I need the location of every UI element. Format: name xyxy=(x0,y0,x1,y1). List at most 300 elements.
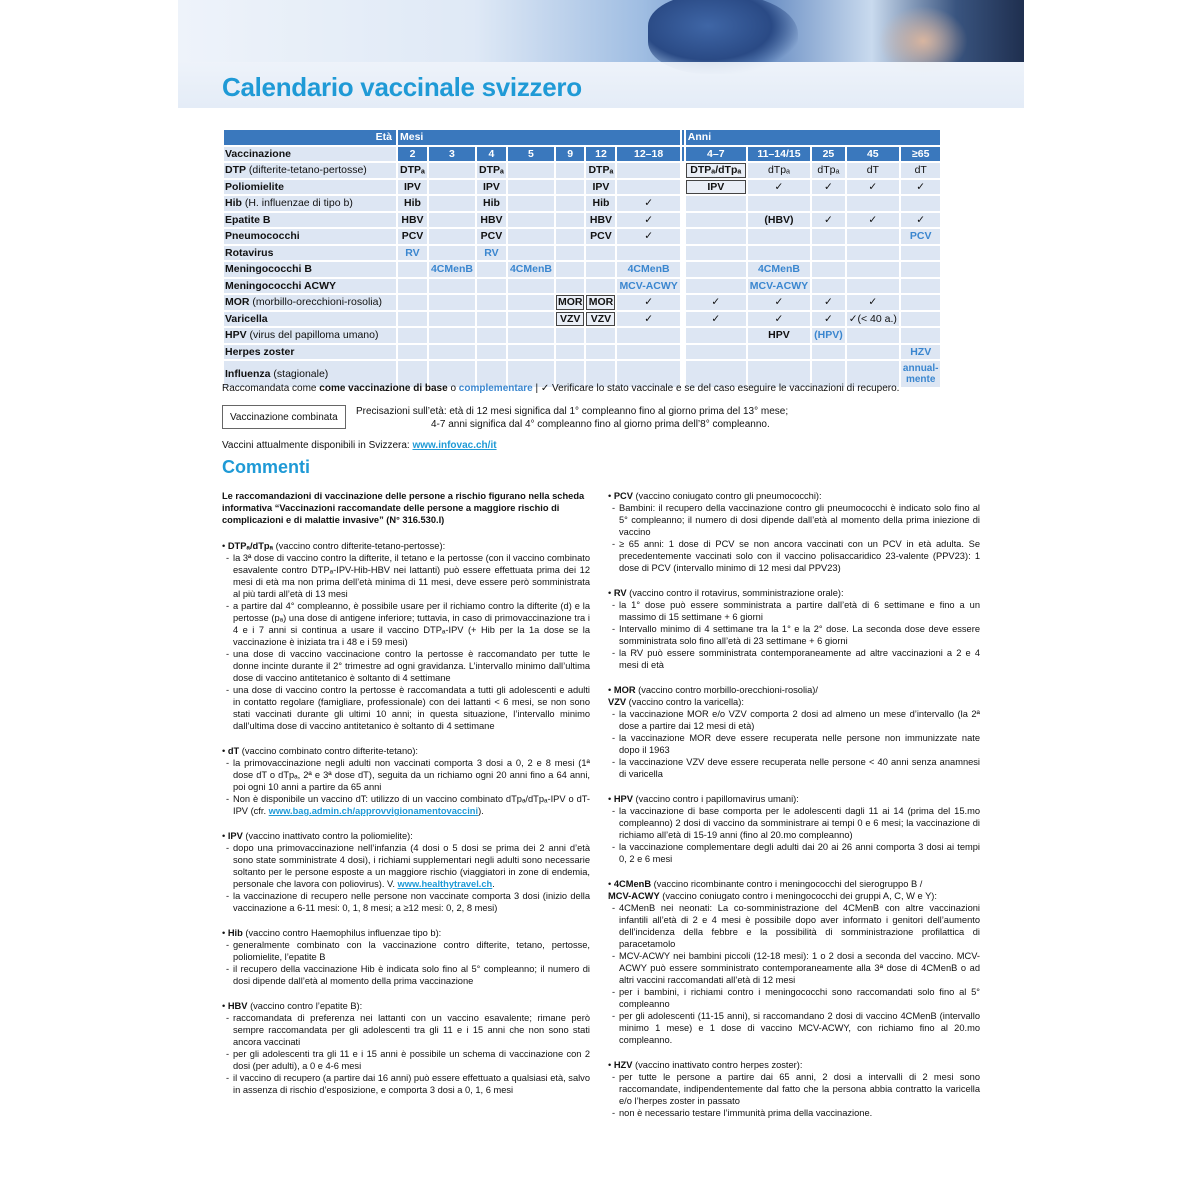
legend-prefix: Raccomandata come xyxy=(222,383,320,394)
schedule-cell xyxy=(901,279,941,294)
schedule-cell xyxy=(477,345,506,360)
schedule-cell xyxy=(617,345,679,360)
schedule-cell: DTPₐ xyxy=(400,164,425,177)
comment-section xyxy=(608,490,980,574)
schedule-cell xyxy=(508,163,554,178)
schedule-cell xyxy=(508,180,554,195)
schedule-cell: VZV xyxy=(586,312,615,327)
schedule-cell: IPV xyxy=(398,180,427,195)
schedule-cell xyxy=(901,312,941,327)
schedule-cell xyxy=(686,246,746,261)
comment-item: - a partire dal 4° compleanno, è possibile usare per il richiamo contro la difterite (d) e la pertosse (pₐ) una dose di antigene inferiore; tuttavia, in caso di primovaccinazione tra i 4 e i 7 anni si continua a usare il vaccino DTPₐ-IPV (+ Hib per la 1a dose se la vaccinazione è iniziata tra i 48 e i 59 mesi) xyxy=(226,600,590,648)
schedule-cell xyxy=(556,163,585,178)
column-gap xyxy=(682,196,684,211)
comment-heading: • RV (vaccino contro il rotavirus, somministrazione orale): xyxy=(608,588,844,598)
schedule-cell xyxy=(556,345,585,360)
schedule-cell xyxy=(429,196,475,211)
schedule-cell: (HPV) xyxy=(814,329,843,342)
page xyxy=(178,0,1024,1200)
legend-base: come vaccinazione di base xyxy=(319,383,448,394)
comment-section xyxy=(222,830,590,914)
comment-heading: • Hib (vaccino contro Haemophilus influenzae tipo b): xyxy=(222,928,442,938)
vaccine-name: Influenza xyxy=(225,368,271,380)
schedule-cell xyxy=(686,345,746,360)
precis-line-2: 4-7 anni significa dal 4° compleanno fino al giorno prima dell’8° compleanno. xyxy=(431,419,770,430)
vaccine-description: (morbillo-orecchioni-rosolia) xyxy=(249,296,382,309)
schedule-cell xyxy=(477,295,506,310)
schedule-cell xyxy=(748,196,810,211)
schedule-cell xyxy=(812,262,845,277)
schedule-cell: ✓ xyxy=(812,312,845,327)
schedule-cell xyxy=(686,229,746,244)
comment-vaccine-name: MCV-ACWY xyxy=(608,891,660,901)
comment-vaccine-name: HZV xyxy=(613,1060,633,1070)
schedule-cell xyxy=(429,312,475,327)
schedule-cell xyxy=(748,246,810,261)
schedule-cell: (HBV) xyxy=(748,213,810,228)
comment-heading: • PCV (vaccino coniugato contro gli pneumococchi): xyxy=(608,491,822,501)
comment-heading: • 4CMenB (vaccino ricombinante contro i meningococchi del sierogruppo B / MCV-ACWY (vaccino coniugato contro i meningococchi dei gruppi A, C, W e Y): xyxy=(608,879,937,901)
vaccine-name: Meningococchi B xyxy=(225,263,312,276)
schedule-cell xyxy=(508,295,554,310)
comment-item: - la vaccinazione VZV deve essere recuperata nelle persone < 40 anni senza anamnesi di varicella xyxy=(612,756,980,780)
schedule-cell xyxy=(901,295,941,310)
comment-heading: • DTPₐ/dTpₐ (vaccino contro difterite-tetano-pertosse): xyxy=(222,541,446,551)
schedule-cell xyxy=(686,279,746,294)
schedule-cell: ✓ xyxy=(686,295,746,310)
schedule-cell xyxy=(556,180,585,195)
schedule-cell: IPV xyxy=(477,180,506,195)
schedule-cell xyxy=(847,246,899,261)
years-label: Anni xyxy=(686,130,941,145)
schedule-cell: ✓ xyxy=(617,229,679,244)
vaccine-row xyxy=(224,196,940,211)
vaccine-label xyxy=(224,213,396,228)
schedule-cell: PCV xyxy=(901,229,941,244)
inline-link[interactable]: www.healthytravel.ch xyxy=(397,879,493,889)
age-col-months: 4 xyxy=(477,147,506,162)
schedule-cell: ✓ xyxy=(617,213,679,228)
comment-vaccine-name: DTPₐ/dTpₐ xyxy=(227,541,274,551)
schedule-cell xyxy=(812,229,845,244)
column-gap xyxy=(682,147,684,162)
comment-heading: • dT (vaccino combinato contro difterite-tetano): xyxy=(222,746,418,756)
comment-item: - per gli adolescenti tra gli 11 e i 15 anni è possibile un schema di vaccinazione con 2 dosi (per adulti), a 0 e 4-6 mesi xyxy=(226,1048,590,1072)
schedule-cell xyxy=(901,196,941,211)
comment-item: - non è necessario testare l’immunità prima della vaccinazione. xyxy=(612,1107,980,1119)
comment-list xyxy=(222,842,590,914)
schedule-cell: DTPₐ xyxy=(478,164,504,177)
column-gap xyxy=(682,295,684,310)
months-label: Mesi xyxy=(398,130,680,145)
comment-item: - per gli adolescenti (11-15 anni), si raccomandano 2 dosi di vaccino 4CMenB (intervallo minimo 1 mese) e 1 dose di vaccino MCV-ACWY, con richiamo fino al 20.mo compleanno. xyxy=(612,1010,980,1046)
vaccine-name: Hib xyxy=(225,197,242,210)
precis-line-1: Precisazioni sull’età: età di 12 mesi significa dal 1° compleanno fino al giorno prima del 13° mese; xyxy=(356,406,789,417)
schedule-cell xyxy=(847,345,899,360)
age-col-years: 4–7 xyxy=(686,147,746,162)
age-col-months: 9 xyxy=(556,147,585,162)
vaccine-row xyxy=(224,345,940,360)
comment-item: - ≥ 65 anni: 1 dose di PCV se non ancora vaccinati con un PCV in età adulta. Se precedentemente vaccinati solo con il vaccino polisaccaridico 23-valente (PPV23): 1 dose di PCV (intervallo minimo di 12 mesi dal PPV23) xyxy=(612,538,980,574)
schedule-cell: HBV xyxy=(398,213,427,228)
vaccine-row xyxy=(224,328,940,343)
infovac-link[interactable]: www.infovac.ch/it xyxy=(412,440,497,451)
schedule-cell: MCV-ACWY xyxy=(619,279,678,292)
comment-section xyxy=(222,745,590,817)
schedule-cell: Hib xyxy=(477,196,506,211)
schedule-cell xyxy=(556,262,585,277)
comment-item: - dopo una primovaccinazione nell’infanzia (4 dosi o 5 dosi se prima dei 2 anni d’età sono state somministrate 4 dosi), i richiami supplementari negli adulti sono necessarie soltanto per le persone esposte a un maggiore rischio (viaggiatori in zone di endemia, personale che lavora con poliovirus). V. www.healthytravel.ch. xyxy=(226,842,590,890)
schedule-cell: dT xyxy=(847,163,899,178)
schedule-cell xyxy=(686,196,746,211)
comment-heading: • MOR (vaccino contro morbillo-orecchioni-rosolia)/ VZV (vaccino contro la varicella): xyxy=(608,685,818,707)
schedule-cell xyxy=(556,279,585,294)
column-gap xyxy=(682,345,684,360)
column-gap xyxy=(682,130,684,145)
schedule-cell: ✓ xyxy=(748,295,810,310)
age-col-years: 11–14/15 xyxy=(748,147,810,162)
schedule-cell xyxy=(686,328,746,343)
age-label: Età xyxy=(224,130,396,145)
vaccine-name: Herpes zoster xyxy=(225,345,295,358)
vaccine-label xyxy=(224,345,396,360)
comment-section xyxy=(608,684,980,780)
comment-vaccine-name: 4CMenB xyxy=(613,879,652,889)
schedule-cell: ✓ xyxy=(686,312,746,327)
schedule-cell xyxy=(686,213,746,228)
schedule-cell xyxy=(429,279,475,294)
page-title: Calendario vaccinale svizzero xyxy=(222,72,582,102)
comment-list xyxy=(222,552,590,732)
schedule-cell: ✓ xyxy=(812,180,845,195)
comment-heading: • HBV (vaccino contro l’epatite B): xyxy=(222,1001,363,1011)
vaccine-name: HPV xyxy=(225,329,247,342)
schedule-cell: 4CMenB xyxy=(617,262,679,277)
vaccination-schedule-table xyxy=(222,128,942,389)
comment-vaccine-name: HBV xyxy=(227,1001,248,1011)
schedule-cell: IPV xyxy=(686,180,746,195)
vaccine-label xyxy=(224,246,396,261)
vaccine-row xyxy=(224,262,940,277)
column-gap xyxy=(682,262,684,277)
schedule-cell xyxy=(847,196,899,211)
comment-item: - Intervallo minimo di 4 settimane tra la 1° e la 2° dose. La seconda dose deve essere somministrata solo fino all’età di 23 settimane + 6 giorni xyxy=(612,623,980,647)
schedule-cell xyxy=(847,262,899,277)
schedule-cell xyxy=(508,279,554,294)
schedule-cell xyxy=(429,163,475,178)
vaccine-name: Poliomielite xyxy=(225,180,284,193)
schedule-cell: ✓ xyxy=(847,180,899,195)
column-gap xyxy=(682,163,684,178)
comment-list xyxy=(222,939,590,987)
schedule-cell: 4CMenB xyxy=(748,262,810,277)
schedule-cell: ✓(< 40 a.) xyxy=(848,312,897,325)
comment-list xyxy=(608,1071,980,1119)
schedule-cell: DTPₐ/dTpₐ xyxy=(686,163,746,178)
schedule-cell xyxy=(812,246,845,261)
schedule-cell: MOR xyxy=(586,295,615,310)
schedule-cell xyxy=(748,345,810,360)
comment-section xyxy=(222,1000,590,1096)
schedule-cell xyxy=(398,262,427,277)
schedule-cell: ✓ xyxy=(901,213,941,228)
age-col-months: 5 xyxy=(508,147,554,162)
schedule-cell xyxy=(398,345,427,360)
header-row-ages xyxy=(224,147,940,162)
schedule-cell: IPV xyxy=(586,180,615,195)
schedule-cell xyxy=(398,279,427,294)
schedule-cell xyxy=(508,213,554,228)
schedule-cell: dTpₐ xyxy=(748,163,810,178)
schedule-cell xyxy=(617,180,679,195)
vaccine-row xyxy=(224,163,940,178)
vaccine-description: (stagionale) xyxy=(270,368,329,380)
combined-vaccination-key: Vaccinazione combinata xyxy=(222,405,346,429)
comment-heading: • HZV (vaccino inattivato contro herpes zoster): xyxy=(608,1060,803,1070)
schedule-cell xyxy=(477,262,506,277)
inline-link[interactable]: www.bag.admin.ch/approvvigionamentovaccini xyxy=(268,806,479,816)
schedule-cell xyxy=(477,279,506,294)
schedule-cell: annual- mente xyxy=(902,363,939,385)
comment-section xyxy=(608,1059,980,1119)
comment-item: - MCV-ACWY nei bambini piccoli (12-18 mesi): 1 o 2 dosi a seconda del vaccino. MCV-ACWY può essere somministrato contemporaneamente alla 3ª dose di 4CMenB o ad altri vaccini raccomandati all’età di 12 mesi xyxy=(612,950,980,986)
vaccine-description: (difterite-tetano-pertosse) xyxy=(246,164,367,177)
comment-item: - la 3ª dose di vaccino contro la difterite, il tetano e la pertosse (con il vaccino combinato esavalente contro DTPₐ-IPV-Hib-HBV nei lattanti) può essere effettuata prima dei 12 mesi di età ma non prima dell’età minima di 11 mesi, deve essere però somministrata al più tardi all’età di 13 mesi xyxy=(226,552,590,600)
comment-item: - il recupero della vaccinazione Hib è indicata solo fino al 5° compleanno; il numero di dosi dipende dall’età al momento della prima vaccinazione xyxy=(226,963,590,987)
legend-complementary: complementare xyxy=(458,383,533,394)
schedule-cell: HZV xyxy=(901,345,941,360)
schedule-cell xyxy=(812,196,845,211)
schedule-cell xyxy=(812,279,845,294)
column-gap xyxy=(682,229,684,244)
comment-section xyxy=(608,878,980,1046)
age-col-years: 25 xyxy=(812,147,845,162)
schedule-cell: Hib xyxy=(398,196,427,211)
vaccine-label xyxy=(224,328,396,343)
comment-item: - la 1° dose può essere somministrata a partire dall’età di 6 settimane e fino a un massimo di 15 settimane + 6 giorni xyxy=(612,599,980,623)
comment-item: - per tutte le persone a partire dai 65 anni, 2 dosi a intervalli di 2 mesi sono raccomandate, indipendentemente dal fatto che la persona abbia contratto la varicella e/o l’herpes zoster in passato xyxy=(612,1071,980,1107)
schedule-cell xyxy=(586,262,615,277)
schedule-cell xyxy=(398,295,427,310)
comment-vaccine-name: IPV xyxy=(227,831,243,841)
vaccine-name: MOR xyxy=(225,296,250,309)
schedule-cell xyxy=(901,328,941,343)
schedule-cell xyxy=(586,345,615,360)
column-gap xyxy=(682,213,684,228)
comment-section xyxy=(222,540,590,732)
legend xyxy=(222,383,899,394)
comment-section xyxy=(608,793,980,865)
column-gap xyxy=(682,279,684,294)
schedule-cell: ✓ xyxy=(748,312,810,327)
vaccine-row xyxy=(224,295,940,310)
vaccine-label xyxy=(224,279,396,294)
comment-list xyxy=(222,1012,590,1096)
vaccine-label xyxy=(224,229,396,244)
schedule-cell xyxy=(429,328,475,343)
schedule-cell xyxy=(847,229,899,244)
comment-heading: • HPV (vaccino contro i papillomavirus umani): xyxy=(608,794,799,804)
comment-item: - la vaccinazione di base comporta per le adolescenti dagli 11 ai 14 (prima del 15.mo compleanno) 2 dosi di vaccino da somministrare ai tempi 0 e 6 mesi; la vaccinazione di richiamo all’età di 15-19 anni (fino al 20.mo compleanno) xyxy=(612,805,980,841)
schedule-cell: ✓ xyxy=(617,295,679,310)
comment-item: - la vaccinazione di recupero nelle persone non vaccinate comporta 3 dosi (inizio della vaccinazione a 6-11 mesi: 0, 1, 8 mesi; a ≥12 mesi: 0, 2, 8 mesi) xyxy=(226,890,590,914)
schedule-cell: ✓ xyxy=(617,312,679,327)
available-vaccines xyxy=(222,440,497,451)
legend-suffix: | ✓ Verificare lo stato vaccinale e se del caso eseguire le vaccinazioni di recupero. xyxy=(532,383,900,394)
schedule-cell: HBV xyxy=(477,213,506,228)
schedule-cell xyxy=(508,246,554,261)
schedule-cell xyxy=(556,246,585,261)
schedule-cell xyxy=(429,213,475,228)
comment-vaccine-name: MOR xyxy=(613,685,636,695)
schedule-cell xyxy=(429,180,475,195)
schedule-cell: DTPₐ xyxy=(588,164,614,177)
comment-item: - la vaccinazione MOR deve essere recuperata nelle persone non immunizzate nate dopo il 1963 xyxy=(612,732,980,756)
available-text: Vaccini attualmente disponibili in Svizzera: xyxy=(222,440,413,451)
schedule-cell xyxy=(508,312,554,327)
schedule-cell xyxy=(429,345,475,360)
schedule-cell: 4CMenB xyxy=(430,263,473,276)
schedule-cell xyxy=(556,213,585,228)
schedule-cell: PCV xyxy=(586,229,615,244)
schedule-cell: ✓ xyxy=(812,213,845,228)
comment-list xyxy=(608,805,980,865)
legend-mid: o xyxy=(447,383,459,394)
comment-item: - generalmente combinato con la vaccinazione contro difterite, tetano, pertosse, poliomielite, l’epatite B xyxy=(226,939,590,963)
schedule-cell xyxy=(617,328,679,343)
vaccine-name: Varicella xyxy=(225,312,268,325)
age-col-months: 2 xyxy=(398,147,427,162)
schedule-cell xyxy=(686,262,746,277)
schedule-cell: ✓ xyxy=(812,295,845,310)
age-col-years: ≥65 xyxy=(901,147,941,162)
vaccine-row xyxy=(224,246,940,261)
comment-vaccine-name: VZV xyxy=(608,697,627,707)
column-gap xyxy=(682,328,684,343)
schedule-cell: dT xyxy=(901,163,941,178)
vaccine-name: Pneumococchi xyxy=(225,230,300,243)
schedule-cell xyxy=(508,328,554,343)
vaccine-name: Meningococchi ACWY xyxy=(225,279,337,292)
vaccine-name: Rotavirus xyxy=(225,246,274,259)
comment-item: - la primovaccinazione negli adulti non vaccinati comporta 3 dosi a 0, 2 e 8 mesi (1ª dose dT o dTpₐ, 2ª e 3ª dose dT), seguita da un richiamo ogni 20 anni fino a 64 anni, poi ogni 10 anni a partire da 65 anni xyxy=(226,757,590,793)
schedule-cell: dTpₐ xyxy=(812,163,845,178)
comment-item: - raccomandata di preferenza nei lattanti con un vaccino esavalente; rimane però sempre raccomandata per gli adolescenti tra gli 11 e i 15 anni che non sono stati ancora vaccinati xyxy=(226,1012,590,1048)
schedule-cell xyxy=(847,279,899,294)
schedule-cell xyxy=(901,262,941,277)
vaccine-row xyxy=(224,279,940,294)
schedule-cell: ✓ xyxy=(847,213,899,228)
comment-item: - una dose di vaccino contro la pertosse è raccomandata a tutti gli adolescenti e adulti in contatto regolare (famigliare, professionale) con dei lattanti < 6 mesi, se non sono stati vaccinati durante gli ultimi 10 anni; in questa situazione, l’intervallo minimo dall’ultima dose di vaccino antitetanico è soltanto di 4 settimane xyxy=(226,684,590,732)
comment-section xyxy=(222,927,590,987)
schedule-cell xyxy=(556,196,585,211)
schedule-cell xyxy=(429,229,475,244)
comment-item: - il vaccino di recupero (a partire dai 16 anni) può essere effettuato a qualsiasi età, salvo in assenza di rischio d’esposizione, e comporta 3 dosi a 0, 1, 6 mesi xyxy=(226,1072,590,1096)
comment-item: - 4CMenB nei neonati: La co-somministrazione del 4CMenB con altre vaccinazioni infantili all’età di 2 e 4 mesi è possibile dopo aver informato i genitori dell’aumento dell’incidenza della febbre e la possibilità di somministrazione profilattica di paracetamolo xyxy=(612,902,980,950)
comments-column-1 xyxy=(222,490,590,1109)
vaccine-label xyxy=(224,295,396,310)
schedule-cell xyxy=(477,312,506,327)
vaccine-row xyxy=(224,312,940,327)
schedule-cell: RV xyxy=(398,246,427,261)
schedule-cell: PCV xyxy=(398,229,427,244)
schedule-cell: RV xyxy=(477,246,506,261)
vaccine-row xyxy=(224,229,940,244)
schedule-cell xyxy=(748,229,810,244)
comments-column-2 xyxy=(608,490,980,1132)
comment-heading: • IPV (vaccino inattivato contro la poliomielite): xyxy=(222,831,413,841)
comment-vaccine-name: dT xyxy=(227,746,240,756)
schedule-cell: HPV xyxy=(748,328,810,343)
comment-item: - una dose di vaccino vaccinacione contro la pertosse è raccomandato per tutte le donne incinte durante il 2° trimestre ad ogni gravidanza. L’intervallo minimo dall’ultima dose di vaccino antitetanico è soltanto di 4 settimane xyxy=(226,648,590,684)
schedule-cell xyxy=(398,312,427,327)
comment-vaccine-name: RV xyxy=(613,588,627,598)
header-photo xyxy=(178,0,1024,62)
schedule-cell: ✓ xyxy=(901,180,941,195)
vaccination-column-label: Vaccinazione xyxy=(224,147,396,162)
schedule-cell: ✓ xyxy=(748,180,810,195)
schedule-cell xyxy=(429,295,475,310)
schedule-cell: 4CMenB xyxy=(509,263,552,276)
schedule-cell: PCV xyxy=(477,229,506,244)
comment-list xyxy=(222,757,590,817)
vaccine-row xyxy=(224,213,940,228)
age-col-years: 45 xyxy=(847,147,899,162)
schedule-cell: MOR xyxy=(557,296,583,309)
vaccine-label xyxy=(224,163,396,178)
schedule-cell: HBV xyxy=(586,213,615,228)
comment-list xyxy=(608,902,980,1046)
schedule-cell xyxy=(556,229,585,244)
column-gap xyxy=(682,246,684,261)
comment-item: - Non è disponibile un vaccino dT: utilizzo di un vaccino combinato dTpₐ/dTpₐ-IPV o dT-IPV (cfr. www.bag.admin.ch/approvvigionamentovaccini). xyxy=(226,793,590,817)
comment-item: - la vaccinazione MOR e/o VZV comporta 2 dosi ad almeno un mese d’intervallo (la 2ª dose a partire dai 12 mesi di età) xyxy=(612,708,980,732)
schedule-cell xyxy=(812,345,845,360)
vaccine-label xyxy=(224,196,396,211)
schedule-cell: ✓ xyxy=(847,295,899,310)
schedule-cell xyxy=(617,246,679,261)
age-col-months: 12–18 xyxy=(617,147,679,162)
comment-item: - la RV può essere somministrata contemporaneamente ad altre vaccinazioni a 2 e 4 mesi di età xyxy=(612,647,980,671)
schedule-cell xyxy=(477,328,506,343)
vaccine-name: Epatite B xyxy=(225,213,271,226)
comment-list xyxy=(608,502,980,574)
comment-item: - la vaccinazione complementare degli adulti dai 20 ai 26 anni comporta 3 dosi ai tempi 0, 2 e 6 mesi xyxy=(612,841,980,865)
comment-item: - per i bambini, i richiami contro i meningococchi sono raccomandati solo fino al 5° compleanno xyxy=(612,986,980,1010)
intro-text: Le raccomandazioni di vaccinazione delle persone a rischio figurano nella scheda informativa “Vaccinazioni raccomandate delle persone a maggiore rischio di complicazioni e di malattie invasive” (N° 316.530.I) xyxy=(222,491,585,525)
age-col-months: 3 xyxy=(429,147,475,162)
schedule-cell xyxy=(586,328,615,343)
comment-list xyxy=(608,708,980,780)
schedule-cell: ✓ xyxy=(617,196,679,211)
vaccine-label xyxy=(224,312,396,327)
header-row-age xyxy=(224,130,940,145)
vaccine-row xyxy=(224,180,940,195)
vaccine-label xyxy=(224,180,396,195)
comment-vaccine-name: Hib xyxy=(227,928,243,938)
comment-list xyxy=(608,599,980,671)
schedule-cell: VZV xyxy=(556,312,585,327)
comment-section xyxy=(608,587,980,671)
schedule-cell xyxy=(508,229,554,244)
vaccine-label xyxy=(224,262,396,277)
schedule-cell xyxy=(586,246,615,261)
schedule-cell xyxy=(901,246,941,261)
age-precisions xyxy=(356,405,788,431)
schedule-cell xyxy=(508,345,554,360)
schedule-cell xyxy=(586,279,615,294)
schedule-cell xyxy=(847,328,899,343)
